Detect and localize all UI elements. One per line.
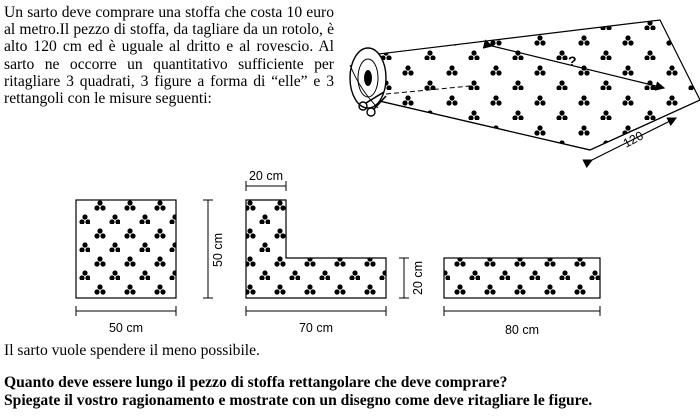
roll-unknown-length-label: ? — [568, 53, 577, 69]
rectangle-height-label: 20 cm — [411, 260, 425, 296]
square-width-label: 50 cm — [108, 321, 144, 335]
square-height-label: 50 cm — [211, 232, 225, 268]
rectangle-width-label: 80 cm — [504, 323, 540, 337]
square-shape — [76, 200, 176, 298]
roll-height-label: 120 — [620, 128, 646, 151]
fabric-roll — [350, 20, 700, 160]
question-1: Quanto deve essere lungo il pezzo di stoffa rettangolare che deve comprare? — [4, 374, 508, 391]
rectangle-shape — [444, 258, 600, 298]
l-shape-width-label: 70 cm — [298, 321, 334, 335]
question-2: Spiegate il vostro ragionamento e mostrate con un disegno come deve ritagliare le figure. — [4, 392, 593, 409]
problem-intro: Un sarto deve comprare una stoffa che costa 10 euro al metro.Il pezzo di stoffa, da tagliare da un rotolo, è alto 120 cm ed è uguale al dritto e al rovescio. Al sarto ne occorre un quantitativo sufficiente per ritagliare 3 quadrati, 3 figure a forma di “elle” e 3 rettangoli con le misure seguenti: — [4, 4, 334, 108]
l-shape-top-width-label: 20 cm — [248, 169, 284, 183]
problem-note: Il sarto vuole spendere il meno possibile. — [4, 342, 260, 359]
l-shape — [246, 200, 386, 298]
